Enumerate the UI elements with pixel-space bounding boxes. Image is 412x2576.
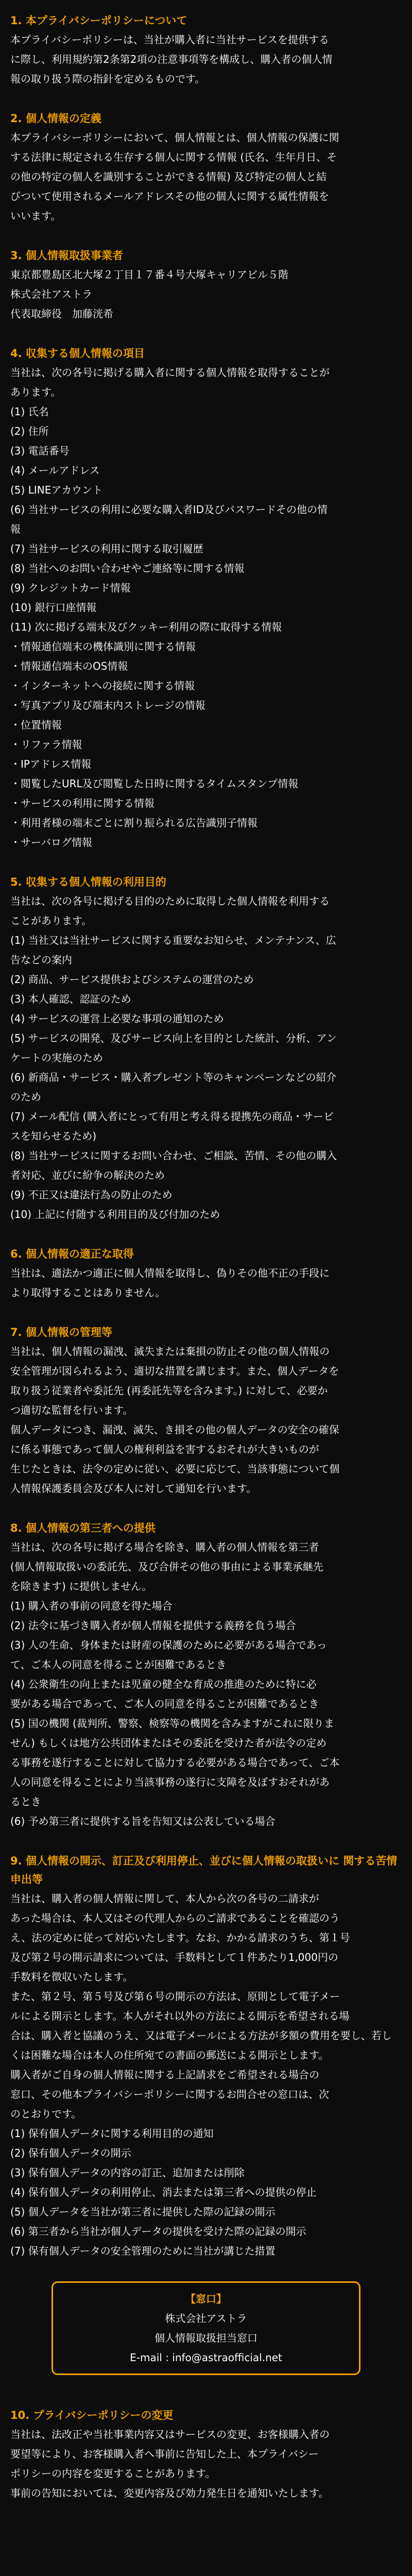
list-item: (1) 当社又は当社サービスに関する重要なお知らせ、メンテナンス、広 (10, 934, 336, 946)
section-paragraph: 東京都豊島区北大塚２丁目１７番４号大塚キャリアビル５階 株式会社アストラ 代表取締役 加藤洸希 (10, 268, 288, 320)
list-item: (2) 保有個人データの開示 (10, 2147, 131, 2159)
list-item: (5) LINEアカウント (10, 484, 103, 496)
section-9 (10, 1852, 402, 2261)
list-item: (10) 銀行口座情報 (10, 601, 97, 614)
list-item: 報 (10, 523, 21, 535)
list-item: (3) 電話番号 (10, 445, 70, 457)
list-item: ・インターネットへの接続に関する情報 (10, 680, 195, 692)
list-item: (6) 当社サービスの利用に必要な購入者ID及びパスワードその他の情 (10, 503, 328, 516)
section-4 (10, 344, 402, 852)
list-item: ・IPアドレス情報 (10, 758, 92, 770)
list-item: ・サーバログ情報 (10, 836, 92, 849)
section-1 (10, 11, 402, 89)
section-paragraph: 当社は、適法かつ適正に個人情報を取得し、偽りその他不正の手段に より取得することはありません。 (10, 1267, 330, 1299)
list-item: ・サービスの利用に関する情報 (10, 797, 154, 809)
list-item: (4) メールアドレス (10, 464, 100, 477)
list-item: (2) 法令に基づき購入者が個人情報を提供する義務を負う場合 (10, 1619, 296, 1632)
list-item: ・閲覧したURL及び閲覧した日時に関するタイムスタンプ情報 (10, 777, 299, 790)
section-title: 1. 本プライバシーポリシーについて (10, 14, 187, 27)
section-title: 3. 個人情報取扱事業者 (10, 249, 123, 262)
list-item: (10) 上記に付随する利用目的及び付加のため (10, 1208, 220, 1221)
list-item: (6) 新商品・サービス・購入者プレゼント等のキャンペーンなどの紹介 (10, 1071, 337, 1083)
section-5 (10, 873, 402, 1224)
section-title: 8. 個人情報の第三者への提供 (10, 1522, 156, 1534)
list-item: (2) 住所 (10, 425, 49, 437)
list-item: (9) 不正又は違法行為の防止のため (10, 1189, 173, 1201)
section-title: 6. 個人情報の適正な取得 (10, 1248, 134, 1260)
contact-heading: 【窓口】 (185, 2293, 227, 2305)
section-paragraph: 当社は、購入者の個人情報に関して、本人から次の各号の二請求が あった場合は、本人又はその代理人からのご請求であることを確認のう え、法の定めに従って対応いたします。なお、かかる請求のうち、第１号 及び第２号の開示請求については、手数料として１件あたり1,000円の 手数料を徴収いたします。 (10, 1892, 350, 1983)
list-item: (1) 氏名 (10, 405, 49, 418)
list-item: (8) 当社サービスに関するお問い合わせ、ご相談、苦情、その他の購入 (10, 1149, 337, 1162)
list-item: (5) サービスの開発、及びサービス向上を目的とした統計、分析、アン (10, 1032, 337, 1044)
section-paragraph: 当社は、法改正や当社事業内容又はサービスの変更、お客様購入者の 要望等により、お客様購入者へ事前に告知した上、本プライバシー ポリシーの内容を変更することがあります。 事前の告知においては、変更内容及び効力発生日を通知いたします。 (10, 2428, 330, 2499)
section-8 (10, 1519, 402, 1831)
section-6 (10, 1245, 402, 1302)
list-item: (11) 次に掲げる端末及びクッキー利用の際に取得する情報 (10, 621, 282, 633)
section-paragraph: 当社は、個人情報の漏洩、滅失または棄損の防止その他の個人情報の 安全管理が図られるよう、適切な措置を講じます。また、個人データを 取り扱う従業者や委託先 (再委託先等を含みます。) に対して、必要か つ適切な監督を行います。 (10, 1345, 339, 1416)
section-title: 9. 個人情報の開示、訂正及び利用停止、並びに個人情報の取扱いに 関する苦情申出等 (10, 1855, 398, 1886)
list-item: (1) 保有個人データに関する利用目的の通知 (10, 2127, 214, 2140)
contact-email: E-mail : info@astraofficial.net (130, 2351, 282, 2364)
section-title: 10. プライバシーポリシーの変更 (10, 2409, 174, 2421)
section-paragraph: また、第２号、第５号及び第６号の開示の方法は、原則として電子メー ルによる開示とします。本人がそれ以外の方法による開示を希望される場 合は、購入者と協議のうえ、又は電子メールによる方法が多額の費用を要し、若しくは困難な場合は本人の住所宛ての書面の郵送による開示とします。 (10, 1990, 392, 2061)
list-item: (7) 当社サービスの利用に関する取引履歴 (10, 543, 203, 555)
section-paragraph: 当社は、次の各号に掲げる目的のために取得した個人情報を利用する ことがあります。 (10, 895, 330, 927)
list-item: ・位置情報 (10, 719, 62, 731)
list-item: ケートの実施のため (10, 1052, 103, 1064)
list-item: 告などの案内 (10, 954, 72, 966)
list-item: ・写真アプリ及び端末内ストレージの情報 (10, 699, 205, 711)
list-item: (3) 本人確認、認証のため (10, 993, 131, 1005)
section-title: 4. 収集する個人情報の項目 (10, 347, 145, 360)
list-item: て、ご本人の同意を得ることが困難であるとき (10, 1658, 227, 1671)
list-item: スを知らせるため) (10, 1130, 97, 1142)
list-item: るとき (10, 1795, 41, 1808)
list-item: 人の同意を得ることにより当該事務の遂行に支障を及ぼすおそれがあ (10, 1776, 330, 1788)
list-item: ・情報通信端末のOS情報 (10, 660, 128, 672)
section-3 (10, 246, 402, 324)
list-item: (6) 予め第三者に提供する旨を告知又は公表している場合 (10, 1815, 276, 1827)
contact-box (52, 2281, 360, 2375)
list-item: (8) 当社へのお問い合わせやご連絡等に関する情報 (10, 562, 245, 574)
list-item: (3) 保有個人データの内容の訂正、追加または削除 (10, 2166, 245, 2179)
list-item: 要がある場合であって、ご本人の同意を得ることが困難であるとき (10, 1698, 319, 1710)
list-item: ・情報通信端末の機体識別に関する情報 (10, 640, 196, 653)
list-item: (7) 保有個人データの安全管理のために当社が講じた措置 (10, 2245, 276, 2257)
section-paragraph: 当社は、次の各号に掲げる場合を除き、購入者の個人情報を第三者 (個人情報取扱いの委託先、及び合併その他の事由による事業承継先 を除きます) に提供しません。 (10, 1541, 323, 1592)
list-item: せん) もしくは地方公共団体またはその委託を受けた者が法令の定め (10, 1737, 327, 1749)
section-title: 7. 個人情報の管理等 (10, 1326, 112, 1338)
item-list (10, 2124, 402, 2261)
list-item: (1) 購入者の事前の同意を得た場合 (10, 1600, 173, 1612)
list-item: 者対応、並びに紛争の解決のため (10, 1169, 165, 1181)
list-item: (9) クレジットカード情報 (10, 582, 131, 594)
list-item: (6) 第三者から当社が個人データの提供を受けた際の記録の開示 (10, 2225, 306, 2238)
section-2 (10, 109, 402, 226)
list-item: ・リファラ情報 (10, 738, 82, 751)
item-list (10, 1596, 402, 1831)
section-paragraph: 購入者がご自身の個人情報に関する上記請求をご希望される場合の 窓口、その他本プライバシーポリシーに関するお問合せの窓口は、次 のとおりです。 (10, 2069, 329, 2120)
section-paragraph: 個人データにつき、漏洩、滅失、き損その他の個人データの安全の確保 に係る事態であって個人の権利利益を害するおそれが大きいものが 生じたときは、法令の定めに従い、必要に応じて、当該事態について個 人情報保護委員会及び本人に対して通知を行います。 (10, 1423, 340, 1495)
section-title: 5. 収集する個人情報の利用目的 (10, 876, 166, 888)
contact-company: 株式会社アストラ (165, 2312, 247, 2325)
list-item: のため (10, 1091, 41, 1103)
list-item: ・利用者様の端末ごとに割り振られる広告識別子情報 (10, 817, 258, 829)
section-title: 2. 個人情報の定義 (10, 112, 101, 125)
contact-department: 個人情報取扱担当窓口 (154, 2332, 258, 2344)
section-changes (10, 2406, 402, 2503)
item-list (10, 402, 402, 852)
list-item: (3) 人の生命、身体または財産の保護のために必要がある場合であっ (10, 1639, 327, 1651)
list-item: (4) 保有個人データの利用停止、消去または第三者への提供の停止 (10, 2186, 317, 2198)
list-item: (7) メール配信 (購入者にとって有用と考え得る提携先の商品・サービ (10, 1110, 334, 1123)
section-paragraph: 当社は、次の各号に掲げる購入者に関する個人情報を取得することが あります。 (10, 366, 330, 398)
list-item: る事務を遂行することに対して協力する必要がある場合であって、ご本 (10, 1756, 340, 1769)
list-item: (2) 商品、サービス提供およびシステムの運営のため (10, 973, 254, 986)
item-list (10, 930, 402, 1224)
section-7 (10, 1323, 402, 1498)
list-item: (4) 公衆衛生の向上または児童の健全な育成の推進のために特に必 (10, 1678, 317, 1690)
list-item: (5) 国の機関 (裁判所、警察、検察等の機関を含みますがこれに限りま (10, 1717, 334, 1730)
list-item: (4) サービスの運営上必要な事項の通知のため (10, 1012, 224, 1025)
section-paragraph: 本プライバシーポリシーにおいて、個人情報とは、個人情報の保護に関 する法律に規定される生存する個人に関する情報 (氏名、生年月日、そ の他の特定の個人を識別することができる情報) 及び特定の個人と結 びついて使用されるメールアドレスその他の個人に関する属性情報を いいます。 (10, 131, 339, 222)
list-item: (5) 個人データを当社が第三者に提供した際の記録の開示 (10, 2206, 276, 2218)
section-paragraph: 本プライバシーポリシーは、当社が購入者に当社サービスを提供する に際し、利用規約第2条第2項の注意事項等を構成し、購入者の個人情 報の取り扱う際の指針を定めるものです。 (10, 33, 333, 85)
